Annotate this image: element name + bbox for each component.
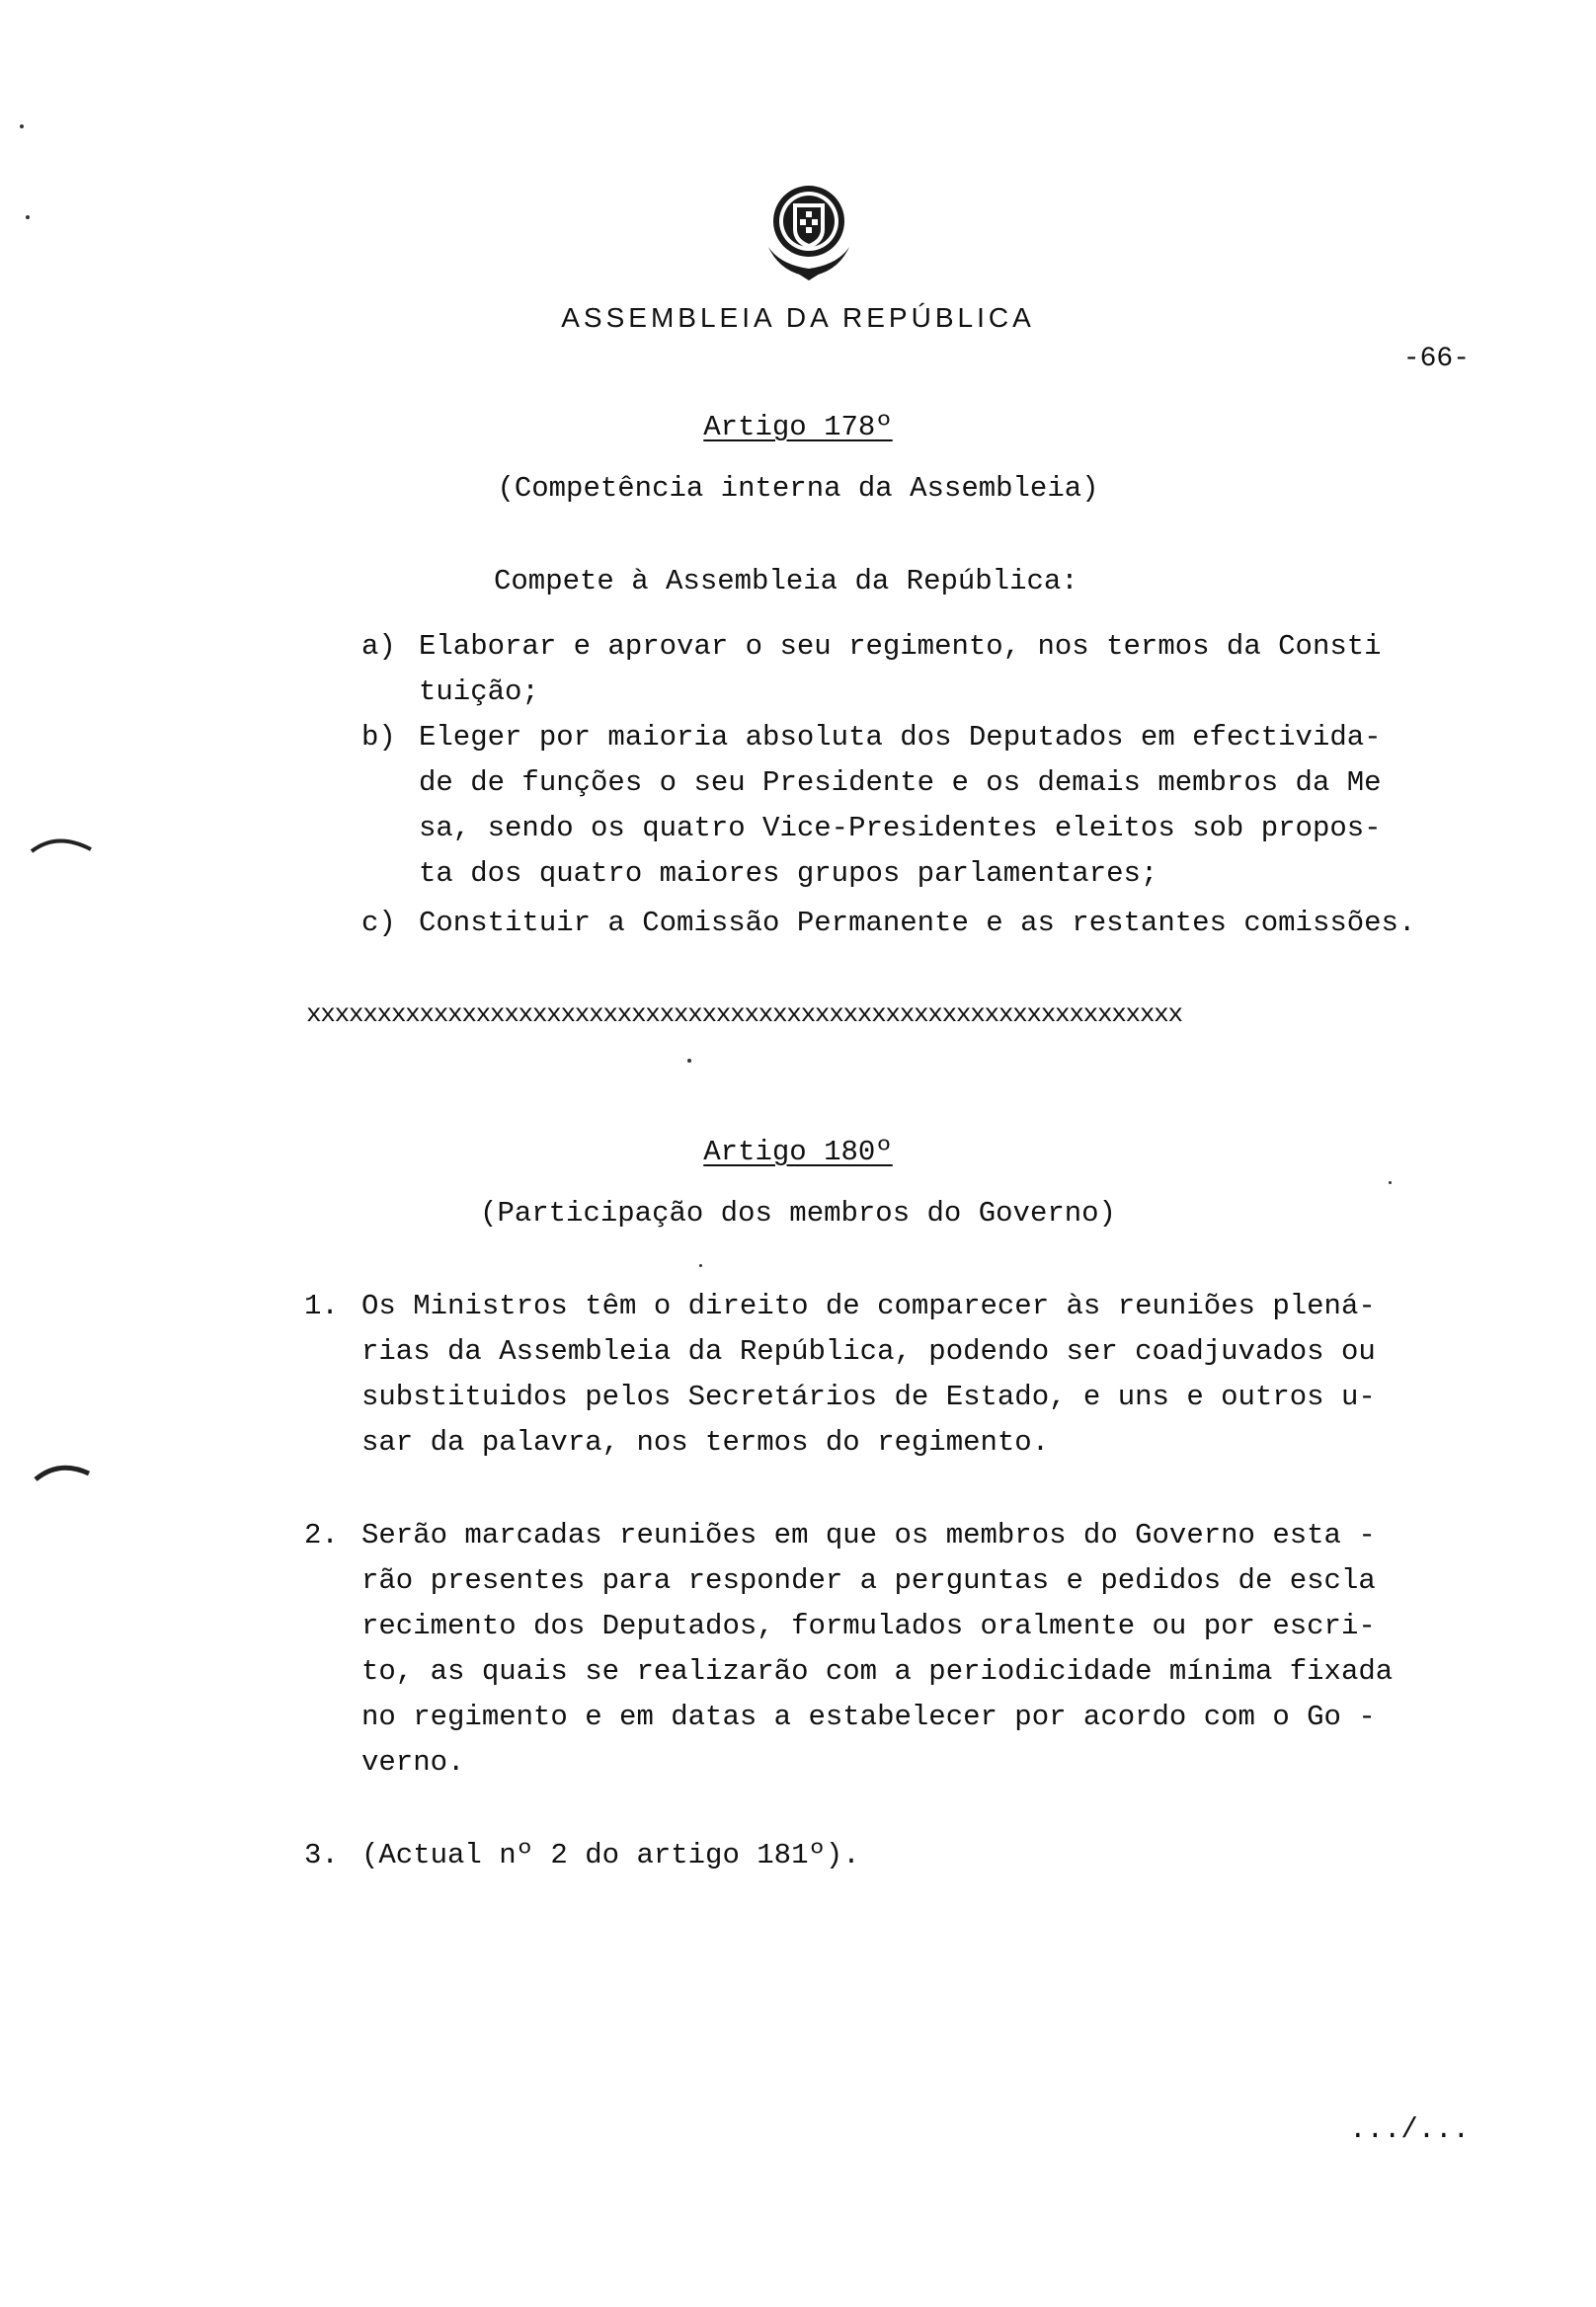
article-178-heading [0, 405, 1596, 450]
scan-mark [32, 1458, 95, 1487]
continuation-marker: .../... [1349, 2113, 1470, 2146]
list-item-marker: 3. [304, 1839, 339, 1871]
list-item-text: Os Ministros têm o direito de comparecer às reuniões plená- rias da Assembleia da República, podendo ser coadjuvados ou substituidos pelos Secretários de Estado, e uns e outros u- sar da palavra, nos termos do regimento. [361, 1290, 1376, 1459]
article-180-subtitle: (Participação dos membros do Governo) [480, 1197, 1116, 1230]
article-180-heading [0, 1130, 1596, 1175]
page-number: -66- [1402, 344, 1470, 374]
institution-title: ASSEMBLEIA DA REPÚBLICA [561, 302, 1035, 333]
list-item-marker: c) [361, 907, 396, 939]
scan-mark [28, 830, 97, 859]
scan-speck [687, 1059, 691, 1063]
list-item-text: Eleger por maioria absoluta dos Deputados em efectivida- de de funções o seu Presidente e os demais membros da Me sa, sendo os quatro Vice-Presidentes eleitos sob propos- ta dos quatro maiores grupos parlamentares; [419, 721, 1382, 890]
article-178-subtitle: (Competência interna da Assembleia) [497, 472, 1099, 505]
list-item-marker: a) [361, 630, 396, 663]
scan-speck [20, 124, 24, 128]
list-item-text: (Actual nº 2 do artigo 181º). [361, 1839, 860, 1871]
list-item-text: Serão marcadas reuniões em que os membros do Governo esta - rão presentes para responder a perguntas e pedidos de escla recimento dos Deputados, formulados oralmente ou por escri- to, as quais se realizarão com a periodicidade mínima fixada no regimento e em datas a estabelecer por acordo com o Go - verno. [361, 1519, 1394, 1779]
separator-line: xxxxxxxxxxxxxxxxxxxxxxxxxxxxxxxxxxxxxxxxxxxxxxxxxxxxxxxxxxxxxx [306, 999, 1182, 1029]
coat-of-arms-icon [760, 178, 857, 284]
scan-speck [1389, 1181, 1392, 1184]
article-178-title: Artigo 178º [703, 411, 893, 443]
scan-speck [26, 215, 30, 219]
list-item-marker: 1. [304, 1290, 339, 1322]
list-item-marker: 2. [304, 1519, 339, 1551]
scan-speck [699, 1264, 702, 1267]
list-item-text: Constituir a Comissão Permanente e as restantes comissões. [419, 907, 1416, 939]
list-item-marker: b) [361, 721, 396, 754]
article-180-title: Artigo 180º [703, 1136, 893, 1168]
article-178-intro: Compete à Assembleia da República: [494, 565, 1078, 597]
list-item-text: Elaborar e aprovar o seu regimento, nos termos da Consti tuição; [419, 630, 1382, 708]
